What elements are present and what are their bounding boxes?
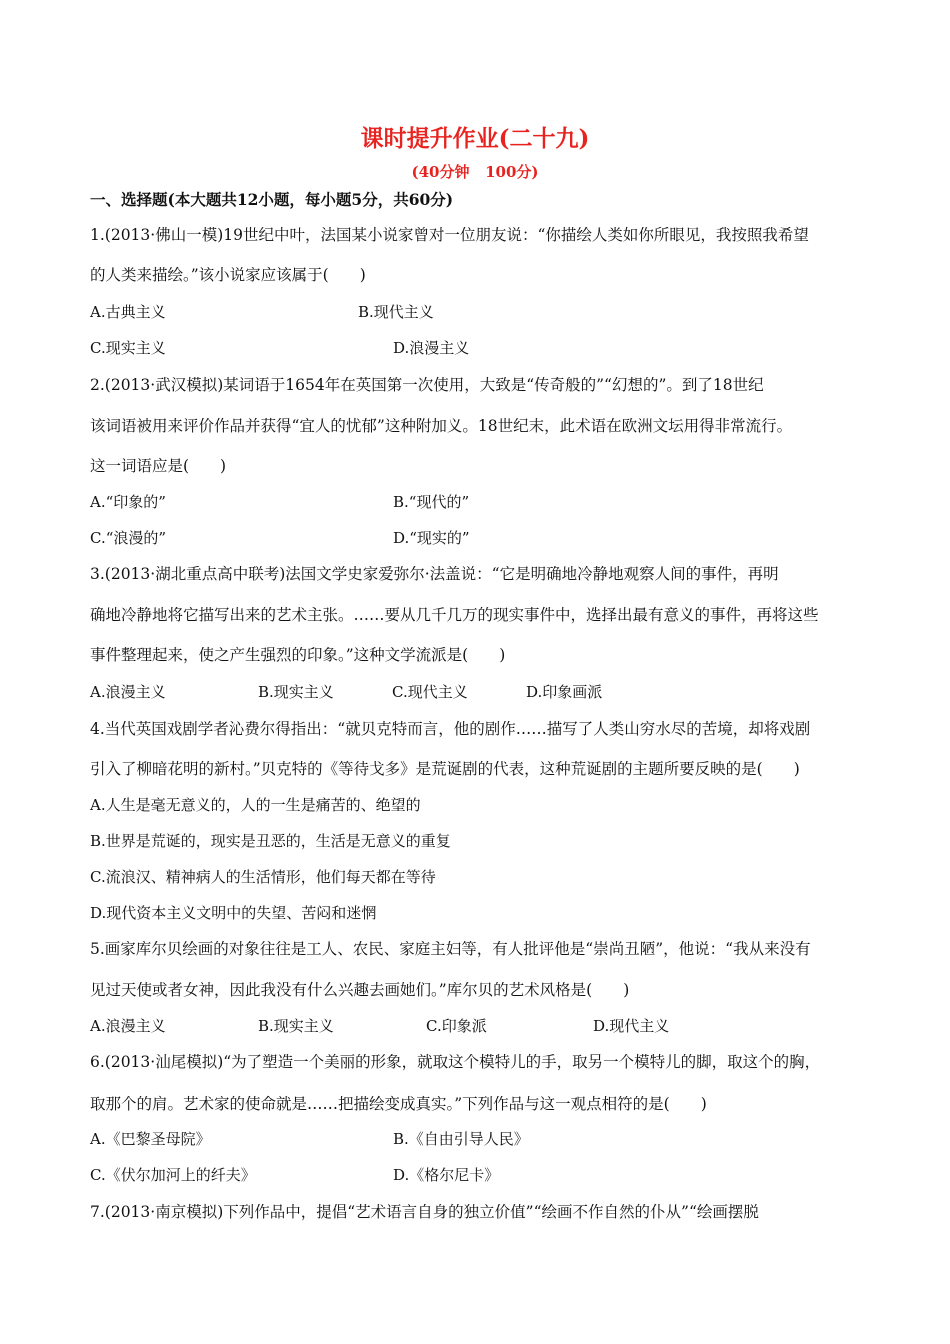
question-2-option-c: C.“浪漫的” <box>90 529 167 547</box>
question-3-option-d: D.印象画派 <box>526 683 603 701</box>
question-5-option-b: B.现实主义 <box>258 1017 334 1035</box>
question-6-option-a: A.《巴黎圣母院》 <box>90 1130 211 1148</box>
question-3-line-2: 确地冷静地将它描写出来的艺术主张。……要从几千几万的现实事件中，选择出最有意义的事件，再将这些 <box>90 606 819 624</box>
question-1-option-b: B.现代主义 <box>358 303 434 321</box>
question-5-line-2: 见过天使或者女神，因此我没有什么兴趣去画她们。”库尔贝的艺术风格是( ) <box>90 981 630 999</box>
question-1-option-a: A.古典主义 <box>90 303 166 321</box>
question-1-option-c: C.现实主义 <box>90 339 166 357</box>
question-3-option-c: C.现代主义 <box>392 683 468 701</box>
question-2-option-a: A.“印象的” <box>90 493 166 511</box>
question-5-line-1: 5.画家库尔贝绘画的对象往往是工人、农民、家庭主妇等，有人批评他是“崇尚丑陋”，他说：“我从来没有 <box>90 940 811 958</box>
question-2-line-1: 2.(2013·武汉模拟)某词语于1654年在英国第一次使用，大致是“传奇般的”“幻想的”。到了18世纪 <box>90 376 764 394</box>
question-5-option-c: C.印象派 <box>426 1017 487 1035</box>
question-4-option-b: B.世界是荒诞的，现实是丑恶的，生活是无意义的重复 <box>90 832 451 850</box>
question-3-line-1: 3.(2013·湖北重点高中联考)法国文学史家爱弥尔·法盖说：“它是明确地冷静地观察人间的事件，再明 <box>90 565 779 583</box>
question-7-line-1: 7.(2013·南京模拟)下列作品中，提倡“艺术语言自身的独立价值”“绘画不作自然的仆从”“绘画摆脱 <box>90 1203 759 1221</box>
question-5-option-d: D.现代主义 <box>593 1017 670 1035</box>
question-4-line-2: 引入了柳暗花明的新村。”贝克特的《等待戈多》是荒诞剧的代表，这种荒诞剧的主题所要反映的是( ) <box>90 760 800 778</box>
question-1-option-d: D.浪漫主义 <box>393 339 470 357</box>
question-1-line-2: 的人类来描绘。”该小说家应该属于( ) <box>90 266 366 284</box>
question-2-option-b: B.“现代的” <box>393 493 470 511</box>
question-4-option-d: D.现代资本主义文明中的失望、苦闷和迷惘 <box>90 904 377 922</box>
question-6-option-d: D.《格尔尼卡》 <box>393 1166 500 1184</box>
question-5-option-a: A.浪漫主义 <box>90 1017 166 1035</box>
question-3-option-b: B.现实主义 <box>258 683 334 701</box>
question-1-line-1: 1.(2013·佛山一模)19世纪中叶，法国某小说家曾对一位朋友说：“你描绘人类如你所眼见，我按照我希望 <box>90 226 809 244</box>
question-4-option-a: A.人生是毫无意义的，人的一生是痛苦的、绝望的 <box>90 796 421 814</box>
question-6-option-b: B.《自由引导人民》 <box>393 1130 529 1148</box>
question-6-line-1: 6.(2013·汕尾模拟)“为了塑造一个美丽的形象，就取这个模特儿的手，取另一个模特儿的脚，取这个的胸， <box>90 1053 821 1071</box>
question-2-option-d: D.“现实的” <box>393 529 470 547</box>
question-6-line-2: 取那个的肩。艺术家的使命就是……把描绘变成真实。”下列作品与这一观点相符的是( ) <box>90 1095 707 1113</box>
question-3-line-3: 事件整理起来，使之产生强烈的印象。”这种文学流派是( ) <box>90 646 506 664</box>
question-4-option-c: C.流浪汉、精神病人的生活情形，他们每天都在等待 <box>90 868 436 886</box>
question-6-option-c: C.《伏尔加河上的纤夫》 <box>90 1166 256 1184</box>
question-4-line-1: 4.当代英国戏剧学者沁费尔得指出：“就贝克特而言，他的剧作……描写了人类山穷水尽的苦境，却将戏剧 <box>90 720 811 738</box>
page-title: 课时提升作业(二十九) <box>360 125 590 152</box>
question-2-line-2: 该词语被用来评价作品并获得“宜人的忧郁”这种附加义。18世纪末，此术语在欧洲文坛用得非常流行。 <box>90 417 793 435</box>
page-subtitle: (40分钟 100分) <box>411 163 539 181</box>
question-2-line-3: 这一词语应是( ) <box>90 457 227 475</box>
question-3-option-a: A.浪漫主义 <box>90 683 166 701</box>
section-heading: 一、选择题(本大题共12小题，每小题5分，共60分) <box>90 190 454 209</box>
